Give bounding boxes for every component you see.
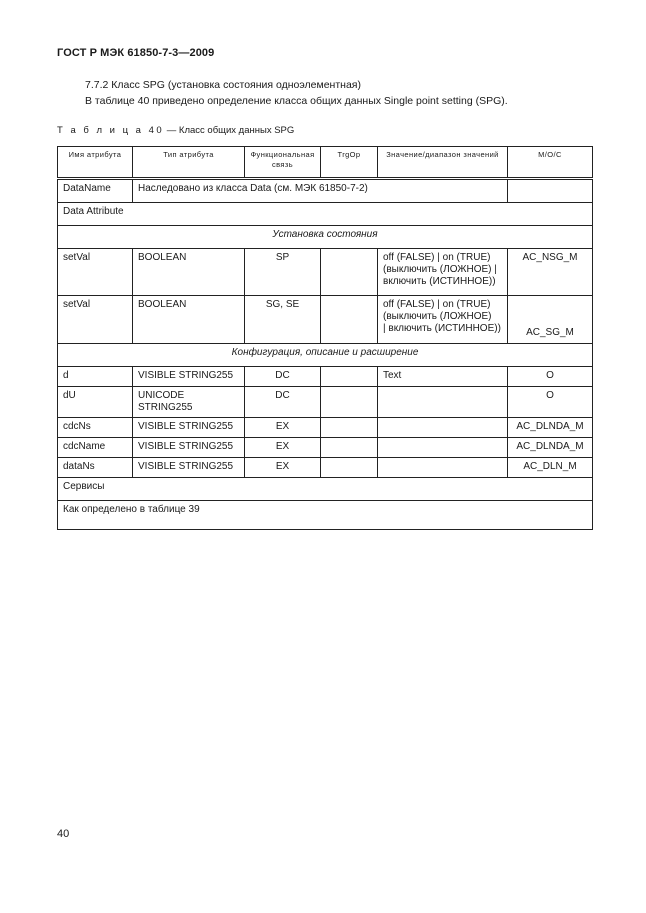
- cell-moc: AC_SG_M: [508, 296, 593, 344]
- cell-trgop: [321, 387, 378, 418]
- col-header-trgop: TrgOp: [321, 147, 378, 179]
- cell-value: Text: [378, 367, 508, 387]
- section-intro: В таблице 40 приведено определение класса общих данных Single point setting (SPG).: [85, 95, 508, 107]
- cell-fc: EX: [245, 458, 321, 478]
- col-header-moc: M/O/C: [508, 147, 593, 179]
- cell-name: dataNs: [58, 458, 133, 478]
- cell-inherited: Наследовано из класса Data (см. МЭК 61850-7-2): [133, 179, 508, 203]
- table-row: [58, 387, 593, 418]
- cell-fc: SG, SE: [245, 296, 321, 344]
- cell-type: BOOLEAN: [133, 249, 245, 296]
- cell-services-label: Сервисы: [58, 478, 593, 501]
- cell-moc: AC_DLNDA_M: [508, 418, 593, 438]
- table-row: [58, 249, 593, 296]
- cell-fc: SP: [245, 249, 321, 296]
- cell-type: UNICODE STRING255: [133, 387, 245, 418]
- cell-value: [378, 387, 508, 418]
- group-label-config: Конфигурация, описание и расширение: [58, 344, 593, 367]
- cell-type: VISIBLE STRING255: [133, 458, 245, 478]
- cell-value: [378, 438, 508, 458]
- cell-name: DataName: [58, 179, 133, 203]
- cell-type: VISIBLE STRING255: [133, 367, 245, 387]
- table-row: [58, 418, 593, 438]
- table-row-dataname: [58, 179, 593, 203]
- spg-table: [57, 146, 593, 530]
- document-header: ГОСТ Р МЭК 61850-7-3—2009: [57, 47, 215, 59]
- cell-value: [378, 418, 508, 438]
- cell-name: cdcNs: [58, 418, 133, 438]
- table-header-row: [58, 147, 593, 179]
- section-title: 7.7.2 Класс SPG (установка состояния одноэлементная): [85, 79, 361, 91]
- cell-fc: EX: [245, 438, 321, 458]
- group-label-setting: Установка состояния: [58, 226, 593, 249]
- cell-name: dU: [58, 387, 133, 418]
- cell-fc: DC: [245, 367, 321, 387]
- table-row-data-attribute: [58, 203, 593, 226]
- cell-moc: AC_DLNDA_M: [508, 438, 593, 458]
- cell-moc: O: [508, 387, 593, 418]
- cell-trgop: [321, 296, 378, 344]
- cell-name: setVal: [58, 249, 133, 296]
- group-row-config: [58, 344, 593, 367]
- col-header-type: Тип атрибута: [133, 147, 245, 179]
- cell-trgop: [321, 367, 378, 387]
- group-row-setting: [58, 226, 593, 249]
- cell-trgop: [321, 438, 378, 458]
- cell-value-line: включить (ИСТИННОЕ)): [383, 276, 496, 287]
- table-caption: [57, 125, 294, 136]
- cell-name: setVal: [58, 296, 133, 344]
- cell-trgop: [321, 418, 378, 438]
- cell-type: VISIBLE STRING255: [133, 438, 245, 458]
- cell-type: VISIBLE STRING255: [133, 418, 245, 438]
- cell-value-line: (выключить (ЛОЖНОЕ) |: [383, 264, 497, 275]
- cell-trgop: [321, 249, 378, 296]
- cell-value-line: off (FALSE) | on (TRUE): [383, 252, 491, 263]
- cell-data-attribute: Data Attribute: [58, 203, 593, 226]
- page-number: 40: [57, 828, 70, 840]
- table-row: [58, 296, 593, 344]
- table-caption-text: — Класс общих данных SPG: [164, 125, 295, 136]
- col-header-value: Значение/диапазон значений: [378, 147, 508, 179]
- cell-fc: DC: [245, 387, 321, 418]
- cell-services-text: Как определено в таблице 39: [58, 501, 593, 530]
- cell-name: d: [58, 367, 133, 387]
- cell-trgop: [321, 458, 378, 478]
- cell-moc: O: [508, 367, 593, 387]
- cell-moc: [508, 179, 593, 203]
- table-caption-label: Т а б л и ц а 40: [57, 125, 165, 136]
- cell-value-line: off (FALSE) | on (TRUE): [383, 299, 491, 310]
- cell-value: [378, 296, 508, 344]
- cell-name: cdcName: [58, 438, 133, 458]
- cell-value-line: | включить (ИСТИННОЕ)): [383, 323, 501, 334]
- cell-value-line: (выключить (ЛОЖНОЕ): [383, 311, 492, 322]
- table-row: [58, 458, 593, 478]
- cell-value: [378, 458, 508, 478]
- cell-fc: EX: [245, 418, 321, 438]
- table-row: [58, 367, 593, 387]
- col-header-name: Имя атрибута: [58, 147, 133, 179]
- table-row: [58, 438, 593, 458]
- table-row-services: [58, 478, 593, 501]
- table-row-services-text: [58, 501, 593, 530]
- cell-moc: AC_NSG_M: [508, 249, 593, 296]
- cell-moc: AC_DLN_M: [508, 458, 593, 478]
- col-header-fc: Функциональная связь: [245, 147, 321, 179]
- cell-value: [378, 249, 508, 296]
- cell-type: BOOLEAN: [133, 296, 245, 344]
